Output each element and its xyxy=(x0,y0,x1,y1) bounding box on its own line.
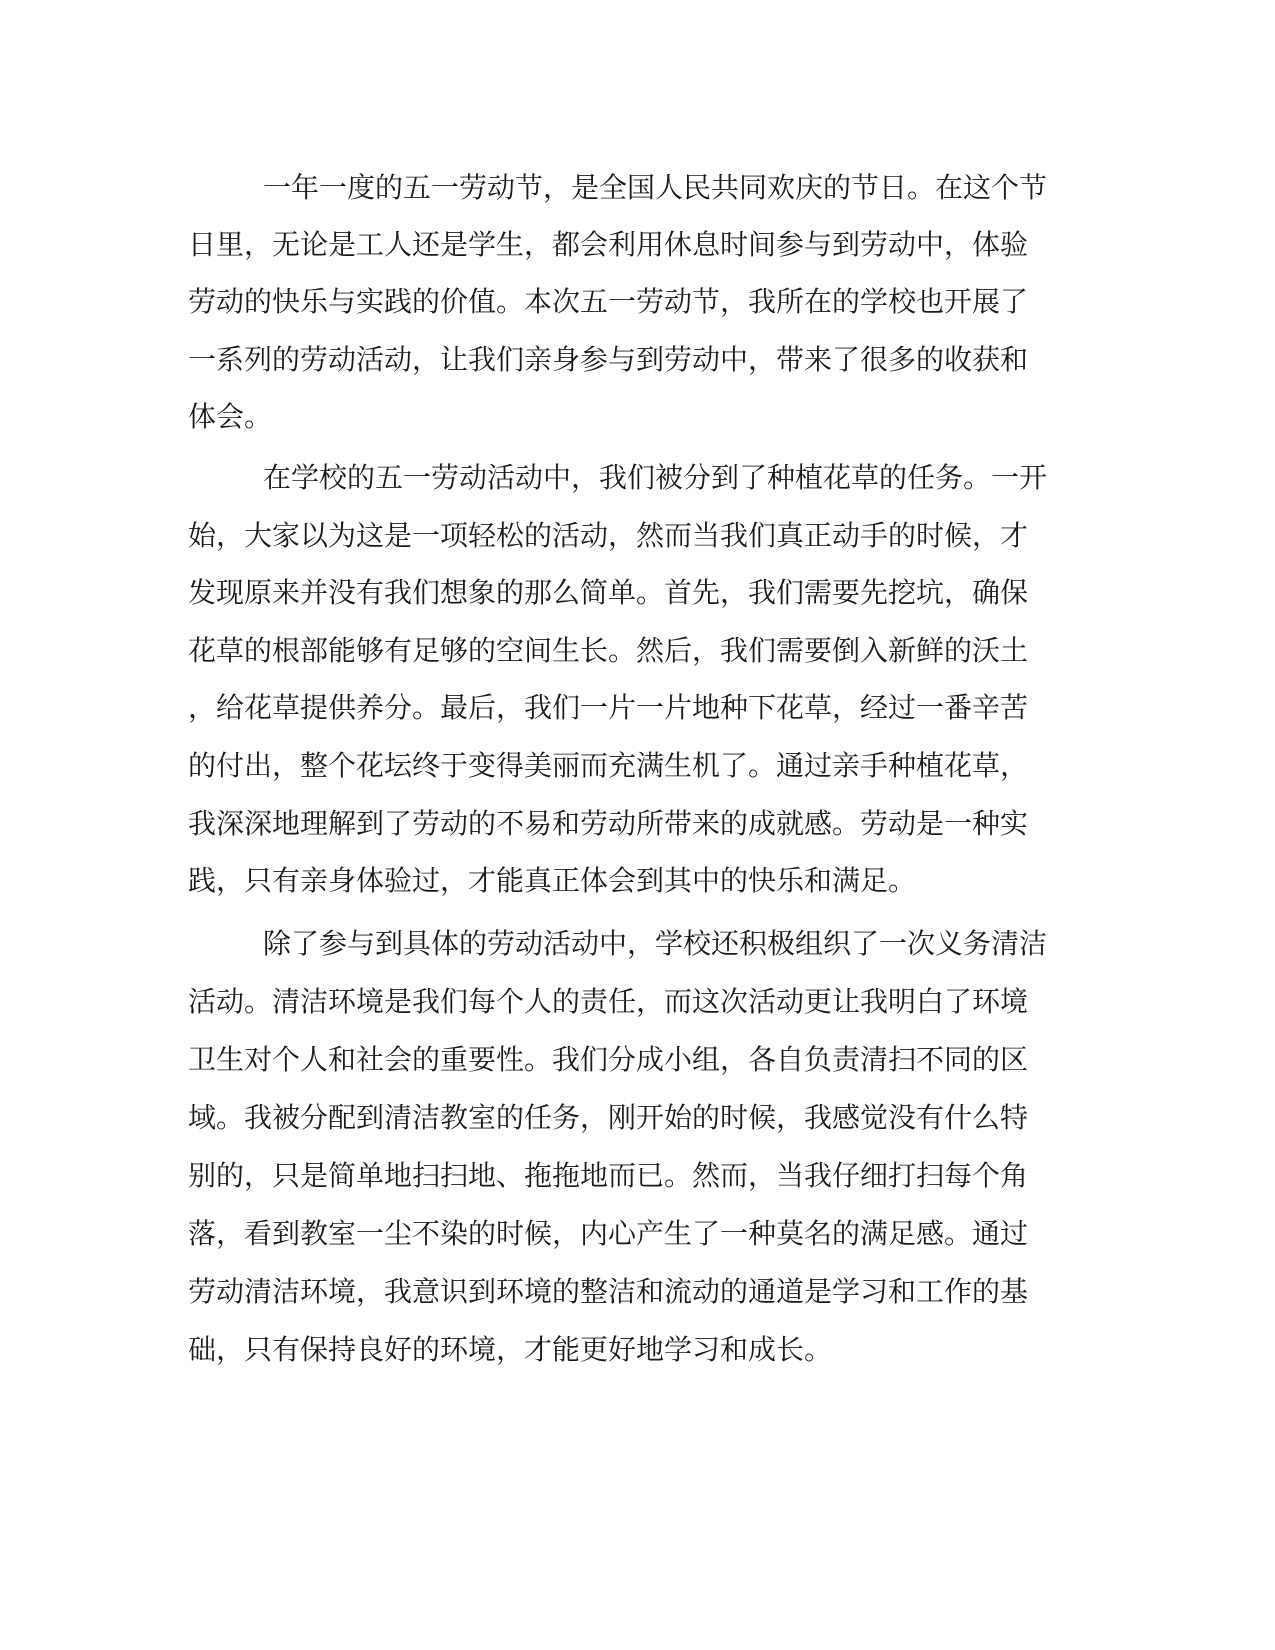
paragraph-1-line-3: 劳动的快乐与实践的价值。本次五一劳动节，我所在的学校也开展了 xyxy=(188,285,1029,318)
paragraph-3-line-3: 卫生对个人和社会的重要性。我们分成小组，各自负责清扫不同的区 xyxy=(188,1043,1029,1076)
paragraph-1-line-5: 体会。 xyxy=(188,400,273,433)
paragraph-3-line-4: 域。我被分配到清洁教室的任务，刚开始的时候，我感觉没有什么特 xyxy=(188,1101,1029,1134)
paragraph-2-line-3: 发现原来并没有我们想象的那么简单。首先，我们需要先挖坑，确保 xyxy=(188,576,1029,609)
paragraph-3-line-6: 落，看到教室一尘不染的时候，内心产生了一种莫名的满足感。通过 xyxy=(188,1217,1029,1250)
paragraph-3-line-2: 活动。清洁环境是我们每个人的责任，而这次活动更让我明白了环境 xyxy=(188,985,1029,1018)
paragraph-2-line-2: 始，大家以为这是一项轻松的活动，然而当我们真正动手的时候，才 xyxy=(188,519,1029,552)
paragraph-2-line-6: 的付出，整个花坛终于变得美丽而充满生机了。通过亲手种植花草， xyxy=(188,749,1029,782)
paragraph-1-line-1: 一年一度的五一劳动节，是全国人民共同欢庆的节日。在这个节 xyxy=(263,171,1048,204)
paragraph-3-line-1: 除了参与到具体的劳动活动中，学校还积极组织了一次义务清洁 xyxy=(263,927,1048,960)
paragraph-3-line-5: 别的，只是简单地扫扫地、拖拖地而已。然而，当我仔细打扫每个角 xyxy=(188,1159,1029,1192)
paragraph-1-line-4: 一系列的劳动活动，让我们亲身参与到劳动中，带来了很多的收获和 xyxy=(188,343,1029,376)
paragraph-2-line-8: 践，只有亲身体验过，才能真正体会到其中的快乐和满足。 xyxy=(188,864,917,897)
paragraph-3-line-8: 础，只有保持良好的环境，才能更好地学习和成长。 xyxy=(188,1333,833,1366)
paragraph-2-line-7: 我深深地理解到了劳动的不易和劳动所带来的成就感。劳动是一种实 xyxy=(188,807,1029,840)
paragraph-2-line-5: ，给花草提供养分。最后，我们一片一片地种下花草，经过一番辛苦 xyxy=(188,691,1029,724)
paragraph-2-line-1: 在学校的五一劳动活动中，我们被分到了种植花草的任务。一开 xyxy=(263,461,1048,494)
paragraph-2-line-4: 花草的根部能够有足够的空间生长。然后，我们需要倒入新鲜的沃土 xyxy=(188,634,1029,667)
paragraph-3-line-7: 劳动清洁环境，我意识到环境的整洁和流动的通道是学习和工作的基 xyxy=(188,1275,1029,1308)
paragraph-1-line-2: 日里，无论是工人还是学生，都会利用休息时间参与到劳动中，体验 xyxy=(188,228,1029,261)
